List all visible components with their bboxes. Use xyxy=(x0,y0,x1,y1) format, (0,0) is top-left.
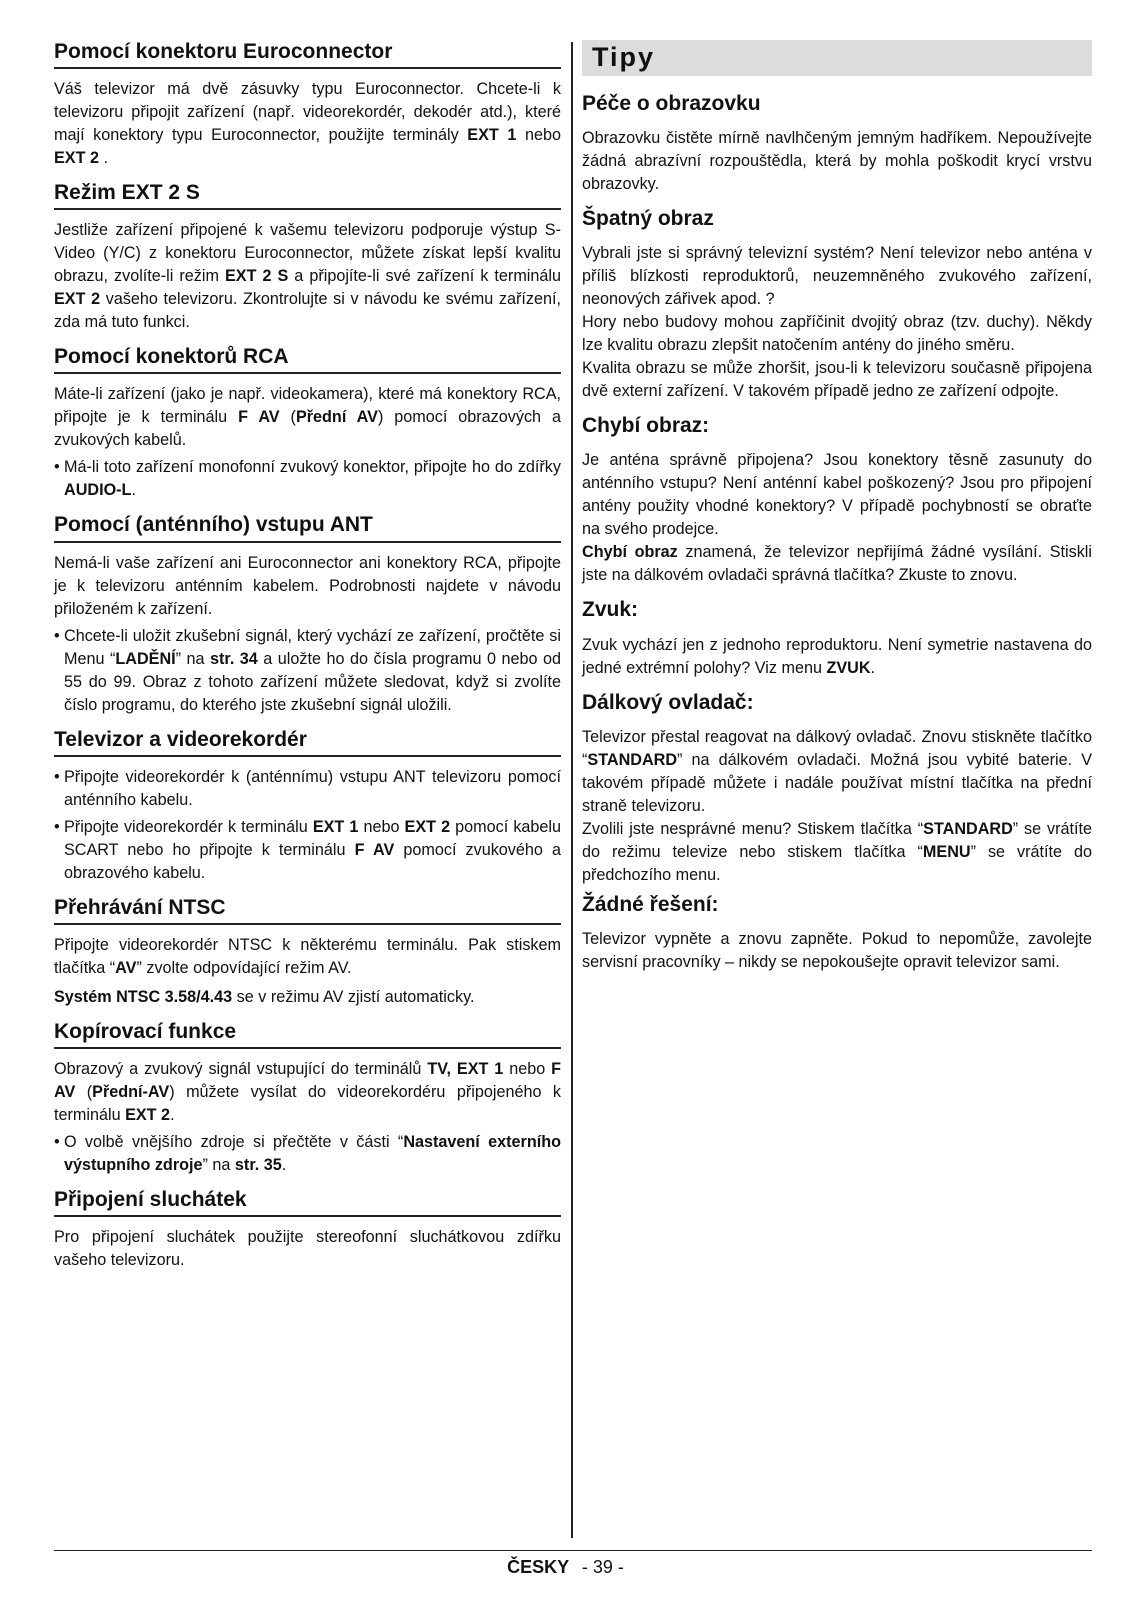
tips-banner: Tipy xyxy=(582,40,1092,76)
section-title: Připojení sluchátek xyxy=(54,1188,561,1217)
section-title: Špatný obraz xyxy=(582,207,714,231)
section-title: Chybí obraz: xyxy=(582,414,710,438)
section-title: Pomocí (anténního) vstupu ANT xyxy=(54,513,561,542)
section-bad-picture xyxy=(582,207,1092,403)
paragraph: Vybrali jste si správný televizní systém? Není televizor nebo anténa v příliš blízkosti reproduktorů, neuzemněného zvukového zařízení, neonových zářivek apod. ? xyxy=(582,244,1092,309)
paragraph: Pro připojení sluchátek použijte stereofonní sluchátkovou zdířku vašeho televizoru. xyxy=(54,1228,561,1270)
paragraph: Obrazový a zvukový signál vstupující do terminálů TV, EXT 1 nebo F AV (Přední-AV) můžete vysílat do videorekordéru připojeného k terminálu EXT 2. xyxy=(54,1059,562,1124)
footer-language: ČESKY xyxy=(507,1557,569,1577)
section-headphones xyxy=(54,1188,561,1272)
paragraph: Připojte videorekordér NTSC k některému terminálu. Pak stiskem tlačítka “AV” zvolte odpovídající režim AV. xyxy=(54,935,561,977)
section-title: Přehrávání NTSC xyxy=(54,896,561,925)
paragraph: Nemá-li vaše zařízení ani Euroconnector ani konektory RCA, připojte je k televizoru anténním kabelem. Podrobnosti najdete v návodu přiloženém k zařízení. xyxy=(54,553,561,618)
page-footer xyxy=(0,1557,1131,1578)
section-title: Pomocí konektorů RCA xyxy=(54,345,561,374)
paragraph: Televizor vypněte a znovu zapněte. Pokud to nepomůže, zavolejte servisní pracovníky – nikdy se nepokoušejte opravit televizor sami. xyxy=(582,929,1092,971)
section-ant xyxy=(54,513,561,716)
section-copy xyxy=(54,1020,561,1177)
paragraph: Systém NTSC 3.58/4.43 se v režimu AV zjistí automaticky. xyxy=(54,987,475,1006)
page-number: - 39 - xyxy=(581,1557,624,1577)
section-title: Zvuk: xyxy=(582,598,639,622)
section-euroconnector xyxy=(54,40,561,170)
section-title: Péče o obrazovku xyxy=(582,92,761,115)
footer-rule xyxy=(54,1550,1092,1551)
paragraph: Hory nebo budovy mohou zapříčinit dvojitý obraz (tzv. duchy). Někdy lze kvalitu obrazu zlepšit natočením antény do jiného směru. xyxy=(582,313,1092,355)
section-tv-vcr xyxy=(54,728,561,885)
paragraph: Obrazovku čistěte mírně navlhčeným jemným hadříkem. Nepoužívejte žádná abrazívní rozpouštědla, která by mohla poškodit krycí vrstvu obrazovky. xyxy=(582,129,1092,194)
section-no-solution xyxy=(582,893,1092,974)
bullet-item: • Připojte videorekordér k (anténnímu) vstupu ANT televizoru pomocí anténního kabelu. xyxy=(54,767,561,809)
paragraph: Váš televizor má dvě zásuvky typu Euroconnector. Chcete-li k televizoru připojit zařízení (např. videorekordér, dekodér atd.), které mají konektory typu Euroconnector, použijte terminály EXT 1 nebo EXT 2 . xyxy=(54,80,561,168)
section-ext2s xyxy=(54,181,561,334)
paragraph: Zvuk vychází jen z jednoho reproduktoru. Není symetrie nastavena do jedné extrémní polohy? Viz menu ZVUK. xyxy=(582,635,1092,677)
section-title: Pomocí konektoru Euroconnector xyxy=(54,40,561,69)
paragraph: Kvalita obrazu se může zhoršit, jsou-li k televizoru současně připojena dvě externí zařízení. V takovém případě jedno ze zařízení odpojte. xyxy=(582,359,1092,401)
bullet-item: • Má-li toto zařízení monofonní zvukový konektor, připojte ho do zdířky AUDIO-L. xyxy=(54,458,561,500)
section-sound xyxy=(582,598,1092,679)
section-rca xyxy=(54,345,561,502)
paragraph: Je anténa správně připojena? Jsou konektory těsně zasunuty do anténního vstupu? Není anténní kabel poškozený? Jsou pro připojení antény použity vhodné konektory? V případě pochybností se obraťte na svého prodejce. xyxy=(582,451,1092,539)
section-remote xyxy=(582,691,1092,887)
bullet-item: • Chcete-li uložit zkušební signál, který vychází ze zařízení, pročtěte si Menu “LADĚNÍ” na str. 34 a uložte ho do čísla programu 0 nebo od 55 do 99. Obraz z tohoto zařízení můžete sledovat, když si zvolíte číslo programu, do kterého jste zkušební signál uložili. xyxy=(54,626,561,714)
section-screen-care xyxy=(582,92,1092,196)
section-title: Televizor a videorekordér xyxy=(54,728,561,757)
bullet-item: • Připojte videorekordér k terminálu EXT 1 nebo EXT 2 pomocí kabelu SCART nebo ho připojte k terminálu F AV pomocí zvukového a obrazového kabelu. xyxy=(54,817,562,882)
paragraph: Máte-li zařízení (jako je např. videokamera), které má konektory RCA, připojte je k terminálu F AV (Přední AV) pomocí obrazových a zvukových kabelů. xyxy=(54,385,561,450)
right-column xyxy=(582,40,1092,974)
paragraph: Televizor přestal reagovat na dálkový ovladač. Znovu stiskněte tlačítko “STANDARD” na dálkovém ovladači. Možná jsou vybité baterie. V takovém případě můžete i nadále používat místní tlačítka na přední straně televizoru. xyxy=(582,727,1092,815)
section-ntsc xyxy=(54,896,561,1009)
paragraph: Zvolili jste nesprávné menu? Stiskem tlačítka “STANDARD” se vrátíte do režimu televize nebo stiskem tlačítka “MENU” se vrátíte do předchozího menu. xyxy=(582,819,1093,884)
section-title: Kopírovací funkce xyxy=(54,1020,561,1049)
section-no-picture xyxy=(582,414,1092,587)
column-divider xyxy=(571,42,573,1538)
left-column xyxy=(54,40,561,1272)
section-title: Dálkový ovladač: xyxy=(582,690,754,714)
paragraph: Chybí obraz znamená, že televizor nepřijímá žádné vysílání. Stiskli jste na dálkovém ovladači správná tlačítka? Zkuste to znovu. xyxy=(582,543,1092,585)
bullet-item: • O volbě vnějšího zdroje si přečtěte v části “Nastavení externího výstupního zdroje” na str. 35. xyxy=(54,1132,561,1174)
section-title: Žádné řešení: xyxy=(582,892,719,916)
paragraph: Jestliže zařízení připojené k vašemu televizoru podporuje výstup S-Video (Y/C) z konektoru Euroconnector, můžete získat lepší kvalitu obrazu, zvolíte-li režim EXT 2 S a připojíte-li své zařízení k terminálu EXT 2 vašeho televizoru. Zkontrolujte si v návodu ke svému zařízení, zda má tuto funkci. xyxy=(54,221,561,332)
section-title: Režim EXT 2 S xyxy=(54,181,561,210)
